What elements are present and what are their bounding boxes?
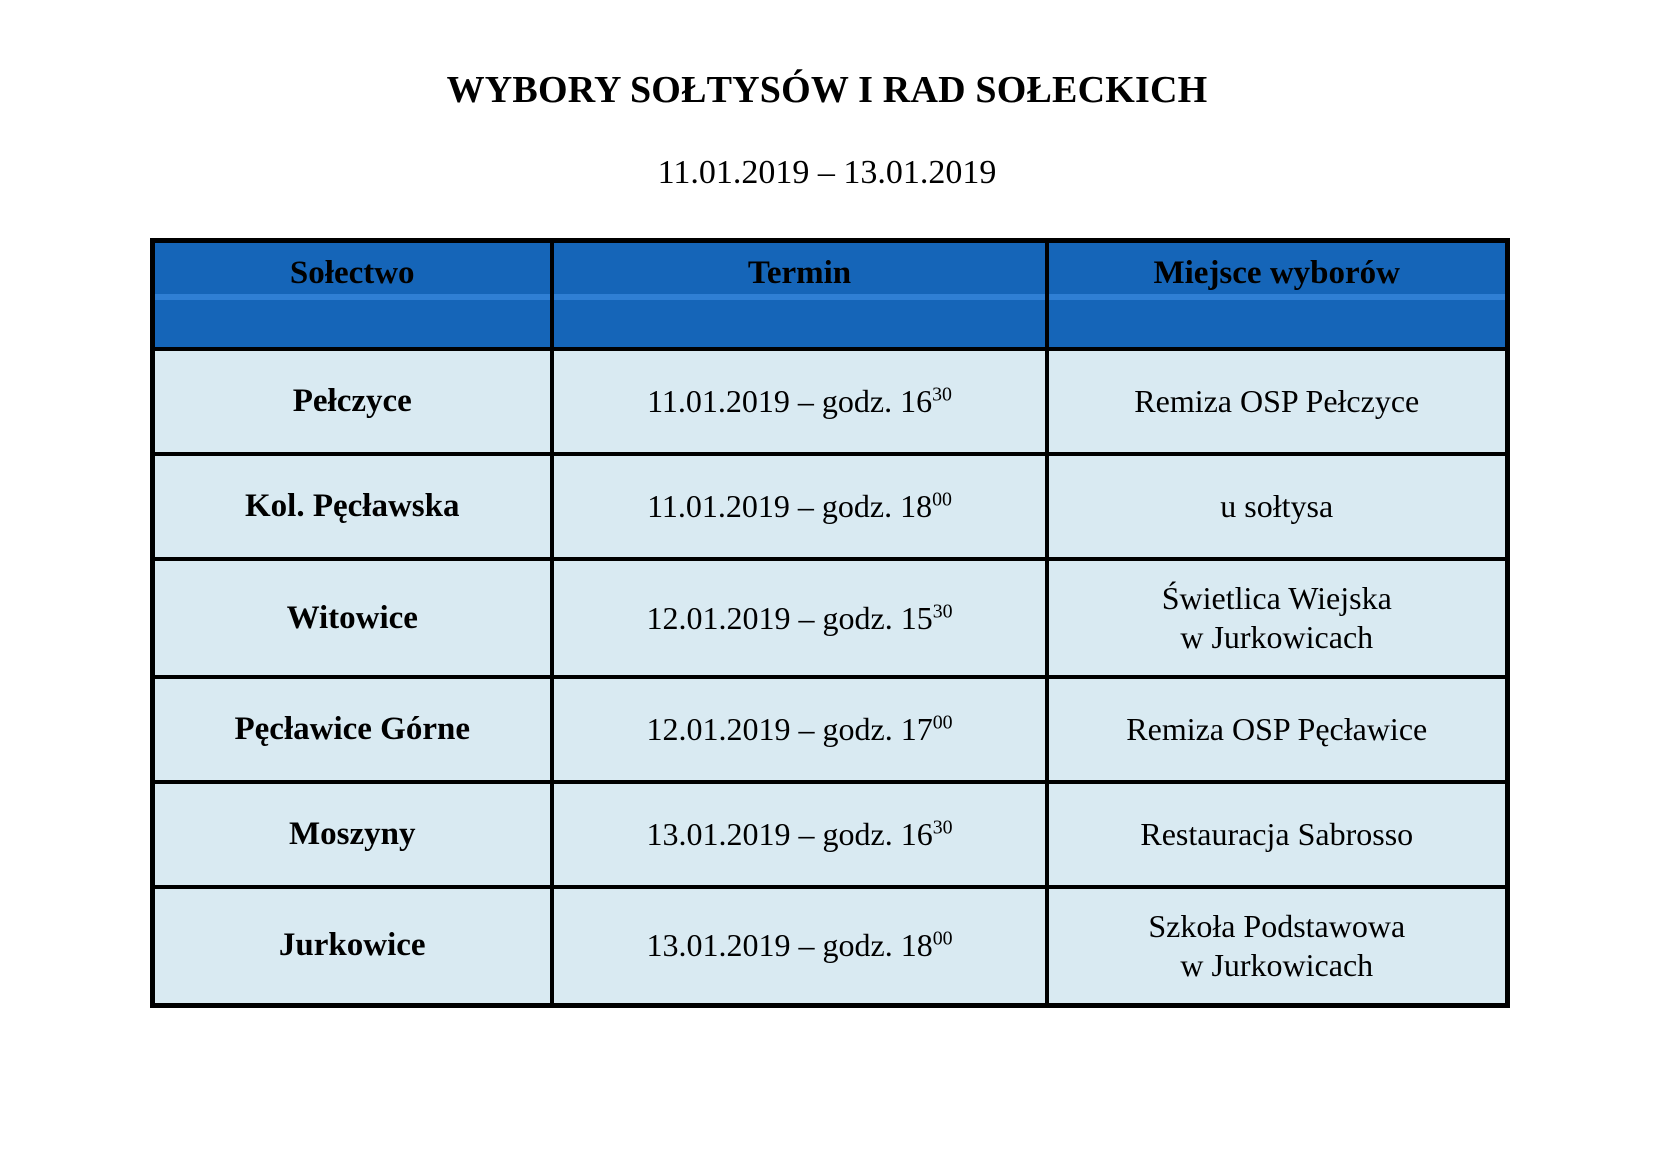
column-header-miejsce-label: Miejsce wyborów: [1153, 255, 1400, 291]
termin-date: 12.01.2019 – godz. 17: [646, 711, 933, 747]
cell-solectwo: [152, 559, 552, 677]
solectwo-text: Pełczyce: [292, 383, 412, 419]
document-page: [0, 68, 1654, 1176]
cell-termin: [552, 677, 1047, 782]
table-row: [152, 349, 1507, 454]
header-stripe: [554, 294, 1045, 300]
solectwo-text: Kol. Pęcławska: [245, 488, 460, 524]
cell-solectwo: [152, 677, 552, 782]
cell-solectwo: [152, 782, 552, 887]
miejsce-line-1: Remiza OSP Pełczyce: [1134, 382, 1420, 419]
miejsce-line-1: Świetlica Wiejska: [1161, 579, 1392, 616]
miejsce-line-1: Remiza OSP Pęcławice: [1126, 710, 1428, 747]
termin-text: [554, 923, 1045, 968]
termin-date: 12.01.2019 – godz. 15: [646, 599, 933, 636]
cell-termin: [552, 349, 1047, 454]
cell-miejsce: [1047, 349, 1507, 454]
termin-minutes: 30: [932, 383, 952, 406]
cell-miejsce: [1047, 782, 1507, 887]
cell-miejsce: [1047, 559, 1507, 677]
cell-miejsce: [1047, 887, 1507, 1005]
termin-date: 13.01.2019 – godz. 16: [646, 816, 933, 852]
cell-solectwo: [152, 887, 552, 1005]
header-stripe: [1049, 294, 1505, 300]
termin-minutes: 30: [932, 816, 953, 839]
miejsce-line-1: Restauracja Sabrosso: [1140, 815, 1414, 852]
table-row: [152, 887, 1507, 1005]
table-header-row: [152, 241, 1507, 350]
termin-text: [554, 707, 1045, 752]
miejsce-text: [1049, 575, 1505, 661]
table-body: [152, 349, 1507, 1005]
column-header-termin-label: Termin: [747, 255, 852, 291]
termin-minutes: 00: [932, 711, 953, 734]
table-row: [152, 782, 1507, 887]
miejsce-text: [1049, 378, 1505, 425]
miejsce-line-1: u sołtysa: [1220, 487, 1334, 524]
termin-date: 13.01.2019 – godz. 18: [646, 927, 933, 964]
termin-minutes: 00: [932, 927, 953, 950]
cell-miejsce: [1047, 454, 1507, 559]
header-stripe: [155, 294, 551, 300]
cell-termin: [552, 782, 1047, 887]
cell-solectwo: [152, 454, 552, 559]
termin-date: 11.01.2019 – godz. 16: [647, 383, 933, 419]
page-title: WYBORY SOŁTYSÓW I RAD SOŁECKICH: [446, 69, 1208, 111]
solectwo-text: Pęcławice Górne: [234, 711, 470, 747]
column-header-miejsce: [1047, 241, 1507, 350]
termin-minutes: 00: [932, 488, 952, 511]
table-header: [152, 241, 1507, 350]
miejsce-line-2: w Jurkowicach: [1180, 946, 1374, 983]
termin-text: [554, 379, 1045, 424]
cell-miejsce: [1047, 677, 1507, 782]
miejsce-text: [1049, 706, 1505, 753]
miejsce-text: [1049, 811, 1505, 858]
solectwo-text: Jurkowice: [278, 927, 426, 964]
table-row: [152, 559, 1507, 677]
table-row: [152, 454, 1507, 559]
page-subtitle: 11.01.2019 – 13.01.2019: [657, 154, 997, 191]
solectwo-text: Witowice: [286, 599, 418, 636]
cell-termin: [552, 559, 1047, 677]
solectwo-text: Moszyny: [289, 816, 416, 852]
miejsce-line-1: Szkoła Podstawowa: [1148, 907, 1406, 944]
schedule-table: [150, 238, 1510, 1008]
miejsce-line-2: w Jurkowicach: [1180, 619, 1374, 655]
cell-termin: [552, 887, 1047, 1005]
termin-text: [554, 596, 1045, 641]
cell-termin: [552, 454, 1047, 559]
termin-text: [554, 812, 1045, 857]
termin-date: 11.01.2019 – godz. 18: [647, 488, 933, 524]
column-header-solectwo: [152, 241, 552, 350]
table-row: [152, 677, 1507, 782]
termin-minutes: 30: [932, 599, 953, 622]
column-header-termin: [552, 241, 1047, 350]
miejsce-text: [1049, 903, 1505, 989]
cell-solectwo: [152, 349, 552, 454]
schedule-table-container: [150, 238, 1505, 1008]
column-header-solectwo-label: Sołectwo: [289, 255, 415, 291]
miejsce-text: [1049, 483, 1505, 530]
termin-text: [554, 484, 1045, 529]
